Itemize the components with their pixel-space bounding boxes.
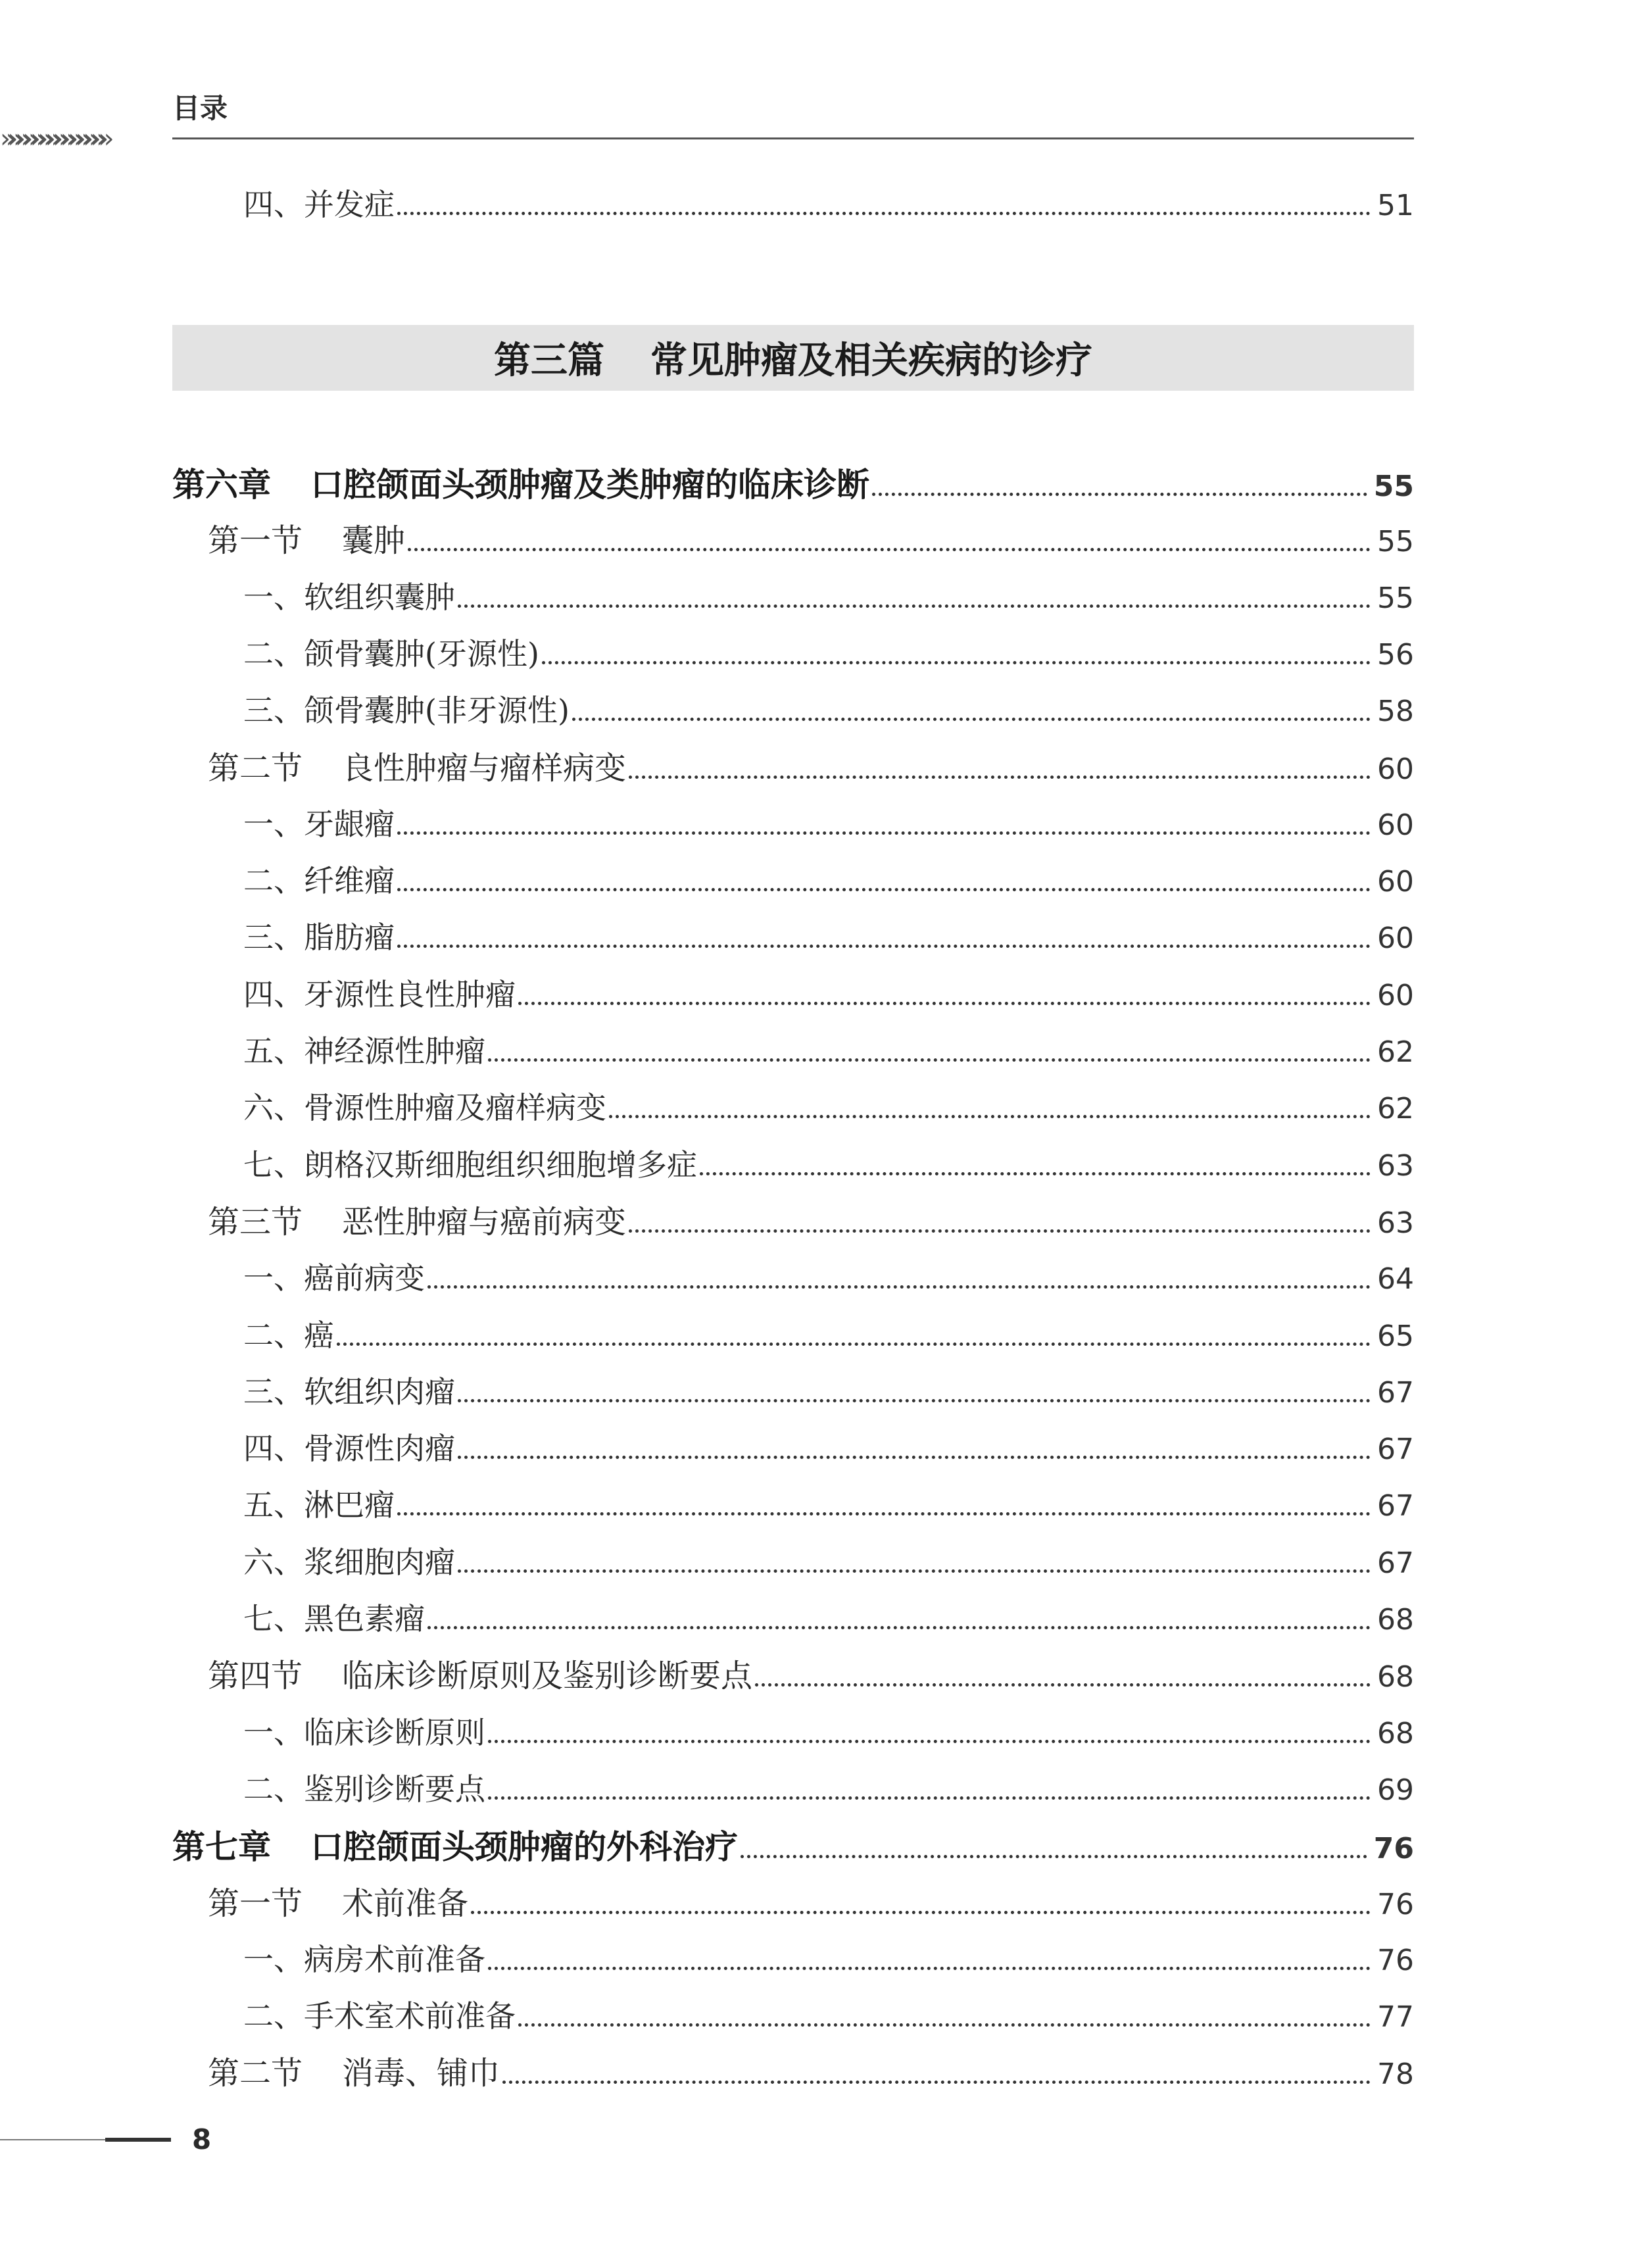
toc-entry-heading: [243, 1771, 485, 1807]
toc-entry-page: 62: [1377, 1035, 1414, 1069]
toc-entry[interactable]: [243, 636, 1414, 672]
toc-entry[interactable]: [243, 922, 1414, 954]
toc-section[interactable]: [208, 1206, 1414, 1239]
toc-entry-page: 76: [1377, 1944, 1414, 1977]
toc-entry[interactable]: [243, 189, 1414, 222]
toc-entry-heading: [243, 1998, 516, 2034]
toc-entry[interactable]: [243, 1433, 1414, 1466]
toc-leader-dots: [427, 1626, 1371, 1629]
toc-leader-dots: [700, 1172, 1371, 1175]
toc-entry[interactable]: [243, 1320, 1414, 1352]
toc-entry-number: 第二节: [208, 2055, 303, 2092]
toc-entry-heading: [243, 695, 570, 726]
footer-rule: [0, 2139, 105, 2140]
toc-entry-page: 67: [1377, 1546, 1414, 1580]
toc-leader-dots: [458, 604, 1371, 608]
toc-leader-dots: [629, 776, 1371, 779]
toc-entry-page: 78: [1377, 2058, 1414, 2091]
toc-leader-dots: [458, 1569, 1371, 1573]
toc-entry-title: 二、手术室术前准备: [243, 1998, 516, 2034]
toc-entry-page: 60: [1377, 979, 1414, 1012]
toc-leader-dots: [488, 1796, 1371, 1800]
toc-entry-heading: [243, 1717, 485, 1748]
toc-entry-heading: [243, 1318, 334, 1353]
toc-entry-title: 四、牙源性良性肿瘤: [243, 977, 516, 1012]
toc-entry-page: 68: [1377, 1603, 1414, 1637]
toc-entry-heading: [243, 1601, 425, 1637]
toc-entry-page: 60: [1377, 808, 1414, 842]
toc-entry[interactable]: [243, 1147, 1414, 1183]
toc-entry[interactable]: [243, 1944, 1414, 1977]
toc-entry-page: 60: [1377, 865, 1414, 899]
toc-leader-dots: [488, 1740, 1371, 1743]
footer-rule-accent: [105, 2138, 171, 2142]
toc-entry-page: 77: [1377, 2000, 1414, 2034]
toc-entry-heading: [172, 466, 869, 504]
toc-entry-heading: [243, 1374, 455, 1410]
toc-section[interactable]: [208, 1660, 1414, 1693]
header-rule: [172, 137, 1414, 139]
toc-entry-title: 二、鉴别诊断要点: [243, 1771, 485, 1807]
toc-leader-dots: [458, 1399, 1371, 1402]
toc-entry-page: 56: [1377, 638, 1414, 672]
toc-entry-heading: [243, 863, 395, 899]
toc-entry-title: 口腔颌面头颈肿瘤及类肿瘤的临床诊断: [310, 466, 869, 504]
toc-leader-dots: [408, 548, 1371, 551]
toc-section[interactable]: [208, 522, 1414, 559]
toc-entry-heading: [243, 1944, 485, 1975]
toc-entry-heading: [243, 920, 395, 955]
toc-entry-page: 68: [1377, 1717, 1414, 1750]
toc-entry-title: 临床诊断原则及鉴别诊断要点: [342, 1658, 753, 1694]
toc-leader-dots: [427, 1285, 1371, 1289]
toc-leader-dots: [518, 1002, 1371, 1005]
toc-entry-page: 67: [1377, 1376, 1414, 1410]
toc-section[interactable]: [208, 1885, 1414, 1922]
toc-entry-title: 五、淋巴瘤: [243, 1487, 395, 1523]
toc-chapter[interactable]: [172, 1828, 1414, 1866]
toc-entry-title: 消毒、铺巾: [342, 2055, 500, 2092]
toc-entry[interactable]: [243, 1487, 1414, 1523]
toc-entry-heading: [243, 1147, 697, 1183]
toc-entry-page: 76: [1377, 1888, 1414, 1921]
toc-entry-page: 68: [1377, 1660, 1414, 1694]
toc-entry-page: 62: [1377, 1092, 1414, 1125]
header-label: 目录: [172, 92, 228, 124]
toc-entry-page: 64: [1377, 1262, 1414, 1296]
toc-entry-heading: [208, 1204, 627, 1241]
toc-entry-title: 囊肿: [342, 522, 406, 559]
toc-entry-heading: [243, 579, 455, 615]
toc-entry-title: 恶性肿瘤与癌前病变: [342, 1204, 627, 1241]
toc-entry-title: 五、神经源性肿瘤: [243, 1033, 485, 1069]
toc-leader-dots: [518, 2023, 1371, 2027]
toc-entry-page: 63: [1377, 1206, 1414, 1240]
toc-entry-page: 65: [1377, 1319, 1414, 1353]
toc-entry-number: 第一节: [208, 522, 303, 559]
toc-entry-heading: [243, 636, 539, 672]
toc-leader-dots: [397, 212, 1371, 215]
toc-entry-page: 67: [1377, 1489, 1414, 1523]
part-title: 常见肿瘤及相关疾病的诊疗: [650, 339, 1092, 382]
toc-entry[interactable]: [243, 863, 1414, 899]
toc-leader-dots: [397, 831, 1371, 835]
toc-entry-title: 一、软组织囊肿: [243, 579, 455, 615]
toc-leader-dots: [572, 718, 1371, 721]
toc-entry-heading: [243, 1033, 485, 1069]
toc-entry-title: 一、临床诊断原则: [243, 1715, 485, 1750]
toc-entry[interactable]: [243, 1374, 1414, 1410]
toc-entry-number: 第七章: [172, 1828, 271, 1866]
toc-entry-title: 四、骨源性肉瘤: [243, 1431, 455, 1466]
toc-entry-page: 51: [1377, 189, 1414, 222]
toc-section[interactable]: [208, 2055, 1414, 2092]
toc-entry-page: 60: [1377, 922, 1414, 955]
toc-leader-dots: [609, 1115, 1371, 1118]
toc-leader-dots: [755, 1683, 1371, 1687]
toc-leader-dots: [629, 1229, 1371, 1233]
toc-entry-title: 良性肿瘤与瘤样病变: [342, 750, 627, 787]
toc-entry-title: 三、软组织肉瘤: [243, 1374, 455, 1410]
toc-leader-dots: [471, 1911, 1371, 1914]
toc-entry-heading: [243, 979, 516, 1010]
toc-entry-heading: [172, 1828, 738, 1866]
toc-entry-heading: [243, 1090, 606, 1125]
toc-entry-title: 一、牙龈瘤: [243, 806, 395, 842]
toc-entry-page: 55: [1373, 470, 1414, 503]
toc-entry-heading: [243, 1487, 395, 1523]
toc-leader-dots: [337, 1343, 1371, 1346]
toc-entry-heading: [208, 2055, 500, 2092]
toc-entry-title: 七、朗格汉斯细胞组织细胞增多症: [243, 1147, 697, 1183]
toc-entry-heading: [243, 1544, 455, 1580]
toc-entry-heading: [208, 750, 627, 787]
toc-entry-heading: [208, 1660, 752, 1692]
toc-entry-title: 四、并发症: [243, 187, 395, 222]
toc-section[interactable]: [208, 752, 1414, 785]
toc-entry-page: 55: [1377, 581, 1414, 615]
toc-entry-number: 第四节: [208, 1658, 303, 1694]
toc-entry-heading: [208, 522, 406, 559]
toc-entry-number: 第一节: [208, 1885, 303, 1922]
toc-entry[interactable]: [243, 979, 1414, 1012]
toc-entry[interactable]: [243, 1033, 1414, 1069]
toc-entry-title: 二、纤维瘤: [243, 863, 395, 899]
toc-entry-title: 口腔颌面头颈肿瘤的外科治疗: [310, 1828, 738, 1866]
toc-entry-page: 58: [1377, 695, 1414, 728]
toc-entry-title: 六、浆细胞肉瘤: [243, 1544, 455, 1580]
toc-entry[interactable]: [243, 1717, 1414, 1750]
toc-leader-dots: [397, 945, 1371, 948]
toc-leader-dots: [502, 2081, 1371, 2084]
toc-entry[interactable]: [243, 1544, 1414, 1580]
toc-entry-page: 76: [1373, 1832, 1414, 1865]
toc-entry-page: 55: [1377, 525, 1414, 558]
toc-leader-dots: [542, 661, 1371, 664]
toc-leader-dots: [397, 1512, 1371, 1516]
toc-entry[interactable]: [243, 1090, 1414, 1125]
toc-entry[interactable]: [243, 1998, 1414, 2034]
toc-leader-dots: [488, 1967, 1371, 1970]
toc-entry-title: 七、黑色素瘤: [243, 1601, 425, 1637]
toc-entry-page: 60: [1377, 752, 1414, 786]
toc-leader-dots: [741, 1855, 1367, 1858]
toc-leader-dots: [872, 493, 1367, 496]
toc-entry-page: 69: [1377, 1773, 1414, 1807]
toc-entry-title: 术前准备: [342, 1885, 469, 1922]
toc-leader-dots: [488, 1058, 1371, 1062]
toc-entry-number: 第三节: [208, 1204, 303, 1241]
toc-entry[interactable]: [243, 579, 1414, 615]
toc-entry-heading: [243, 1260, 425, 1296]
toc-entry-number: 第六章: [172, 466, 271, 504]
toc-entry-title: 一、病房术前准备: [243, 1942, 485, 1977]
toc-entry-page: 67: [1377, 1433, 1414, 1466]
header-chevrons: »»»»»»»»»»»»»»: [0, 124, 106, 154]
toc-entry-title: 三、脂肪瘤: [243, 920, 395, 955]
part-number: 第三篇: [494, 339, 604, 382]
toc-entry-title: 二、颌骨囊肿(牙源性): [243, 636, 539, 672]
toc-entry-heading: [243, 806, 395, 842]
toc-entry-heading: [243, 1433, 455, 1464]
toc-leader-dots: [458, 1456, 1371, 1459]
toc-entry-title: 六、骨源性肿瘤及瘤样病变: [243, 1090, 606, 1125]
toc-entry[interactable]: [243, 1771, 1414, 1807]
part-banner: [172, 325, 1414, 391]
toc-leader-dots: [397, 888, 1371, 891]
page-number: 8: [192, 2123, 212, 2156]
toc-entry-number: 第二节: [208, 750, 303, 787]
toc-entry-title: 二、癌: [243, 1318, 334, 1353]
toc-entry-page: 63: [1377, 1149, 1414, 1183]
toc-entry[interactable]: [243, 695, 1414, 727]
toc-entry[interactable]: [243, 1260, 1414, 1296]
toc-entry-title: 三、颌骨囊肿(非牙源性): [243, 693, 570, 728]
toc-entry-heading: [208, 1885, 469, 1922]
toc-entry-title: 一、癌前病变: [243, 1260, 425, 1296]
toc-entry[interactable]: [243, 1601, 1414, 1637]
toc-chapter[interactable]: [172, 468, 1414, 503]
toc-entry[interactable]: [243, 806, 1414, 842]
